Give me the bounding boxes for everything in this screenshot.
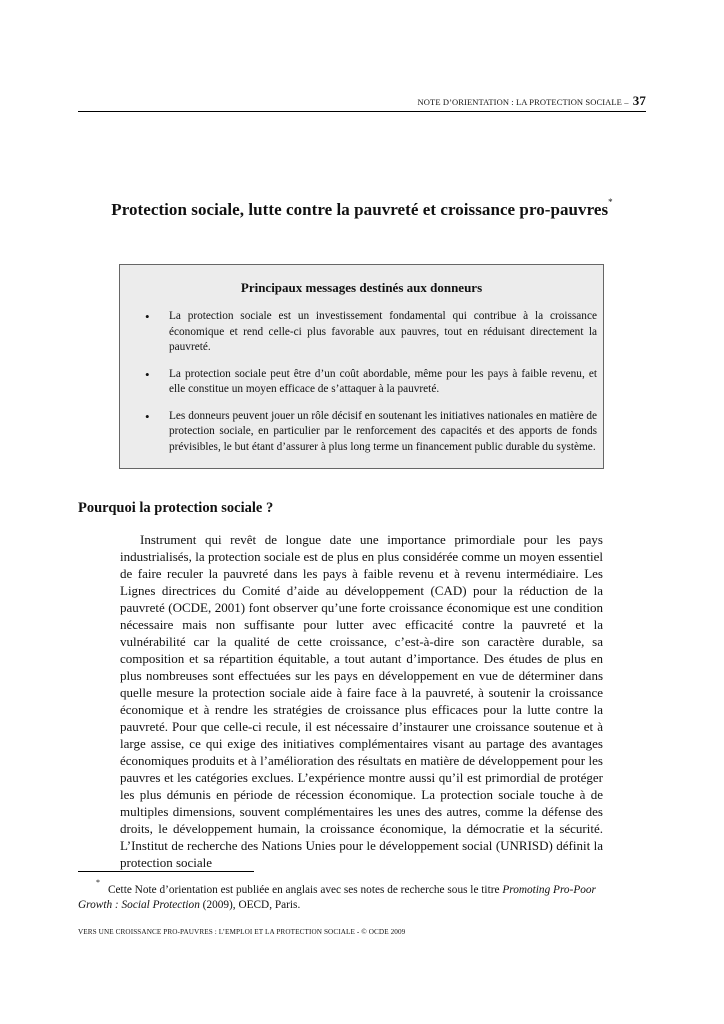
list-item [145,367,597,398]
page-footer: VERS UNE CROISSANCE PRO-PAUVRES : L’EMPLOI ET LA PROTECTION SOCIALE - © OCDE 2009 [78,928,406,936]
footnote-cited-title: Promoting Pro-Poor Growth : Social Protection [78,883,596,911]
running-header [78,93,646,112]
footnote-text: Cette Note d’orientation est publiée en anglais avec ses notes de recherche sous le titre [108,883,503,896]
key-messages-heading: Principaux messages destinés aux donneurs [240,280,483,295]
body-paragraph: Instrument qui revêt de longue date une importance primordiale pour les pays industrialisés, la protection sociale est de plus en plus considérée comme un moyen essentiel de faire reculer la pauvreté dans les pays à faible revenu et à revenu intermédiaire. Les Lignes directrices du Comité d’aide au développement (CAD) pour la réduction de la pauvreté (OCDE, 2001) font observer qu’une forte croissance économique est une condition nécessaire mais non suffisante pour lutter avec efficacité contre la pauvreté et la vulnérabilité car la qualité de cette croissance, c’est-à-dire son caractère durable, sa composition et sa répartition équitable, a tout autant d’importance. Des études de plus en plus nombreuses sont effectuées sur les pays en développement en vue de déterminer dans quelle mesure la protection sociale aide à faire face à la pauvreté, à soutenir la croissance économique et à rendre les stratégies de croissance plus efficaces pour la lutte contre la pauvreté. Pour que celle-ci recule, il est nécessaire d’instaurer une croissance soutenue et à large assise, ce qui exige des initiatives complémentaires visant au partage des avantages économiques produits et à l’amélioration des résultats en matière de développement pour les pauvres et les catégories exclues. L’expérience montre aussi qu’il est primordial de protéger les plus démunis en période de récession économique. La protection sociale touche à de multiples dimensions, souvent complémentaires les unes des autres, comme la défense des droits, le développement humain, la croissance économique, la démocratie et la sécurité. L’Institut de recherche des Nations Unies pour le développement social (UNRISD) définit la protection sociale [120,532,603,870]
list-item-text: Les donneurs peuvent jouer un rôle décisif en soutenant les initiatives nationales en matière de protection sociale, en particulier par le renforcement des capacités et des apports de fonds prévisibles, le but étant d’assurer à plus long terme un financement public durable du système. [169,409,597,453]
key-messages-box [119,264,604,469]
page-title-text: Protection sociale, lutte contre la pauvreté et croissance pro-pauvres [111,200,609,219]
title-footnote-mark: * [608,197,613,208]
list-item [145,309,597,356]
footnote-divider [78,871,254,872]
key-messages-list [145,309,597,466]
footnote [78,878,624,913]
page-title [78,197,646,220]
bullet-icon: • [145,366,150,382]
bullet-icon: • [145,309,150,324]
list-item-text: La protection sociale est un investissement fondamental qui contribue à la croissance économique et rend celle-ci plus favorable aux pauvres, tout en réduisant directement la pauvreté. [169,310,597,353]
footnote-text-end: (2009), OECD, Paris. [199,898,301,911]
section-heading: Pourquoi la protection sociale ? [78,500,274,516]
bullet-icon: • [145,408,150,424]
list-item-text: La protection sociale peut être d’un coût abordable, même pour les pays à faible revenu, et elle constitue un moyen efficace de s’attaquer à la pauvreté. [169,367,597,395]
list-item [145,409,597,456]
page-number: 37 [632,93,646,108]
footnote-mark: * [96,878,100,887]
running-title: NOTE D’ORIENTATION : LA PROTECTION SOCIALE – [417,97,629,107]
